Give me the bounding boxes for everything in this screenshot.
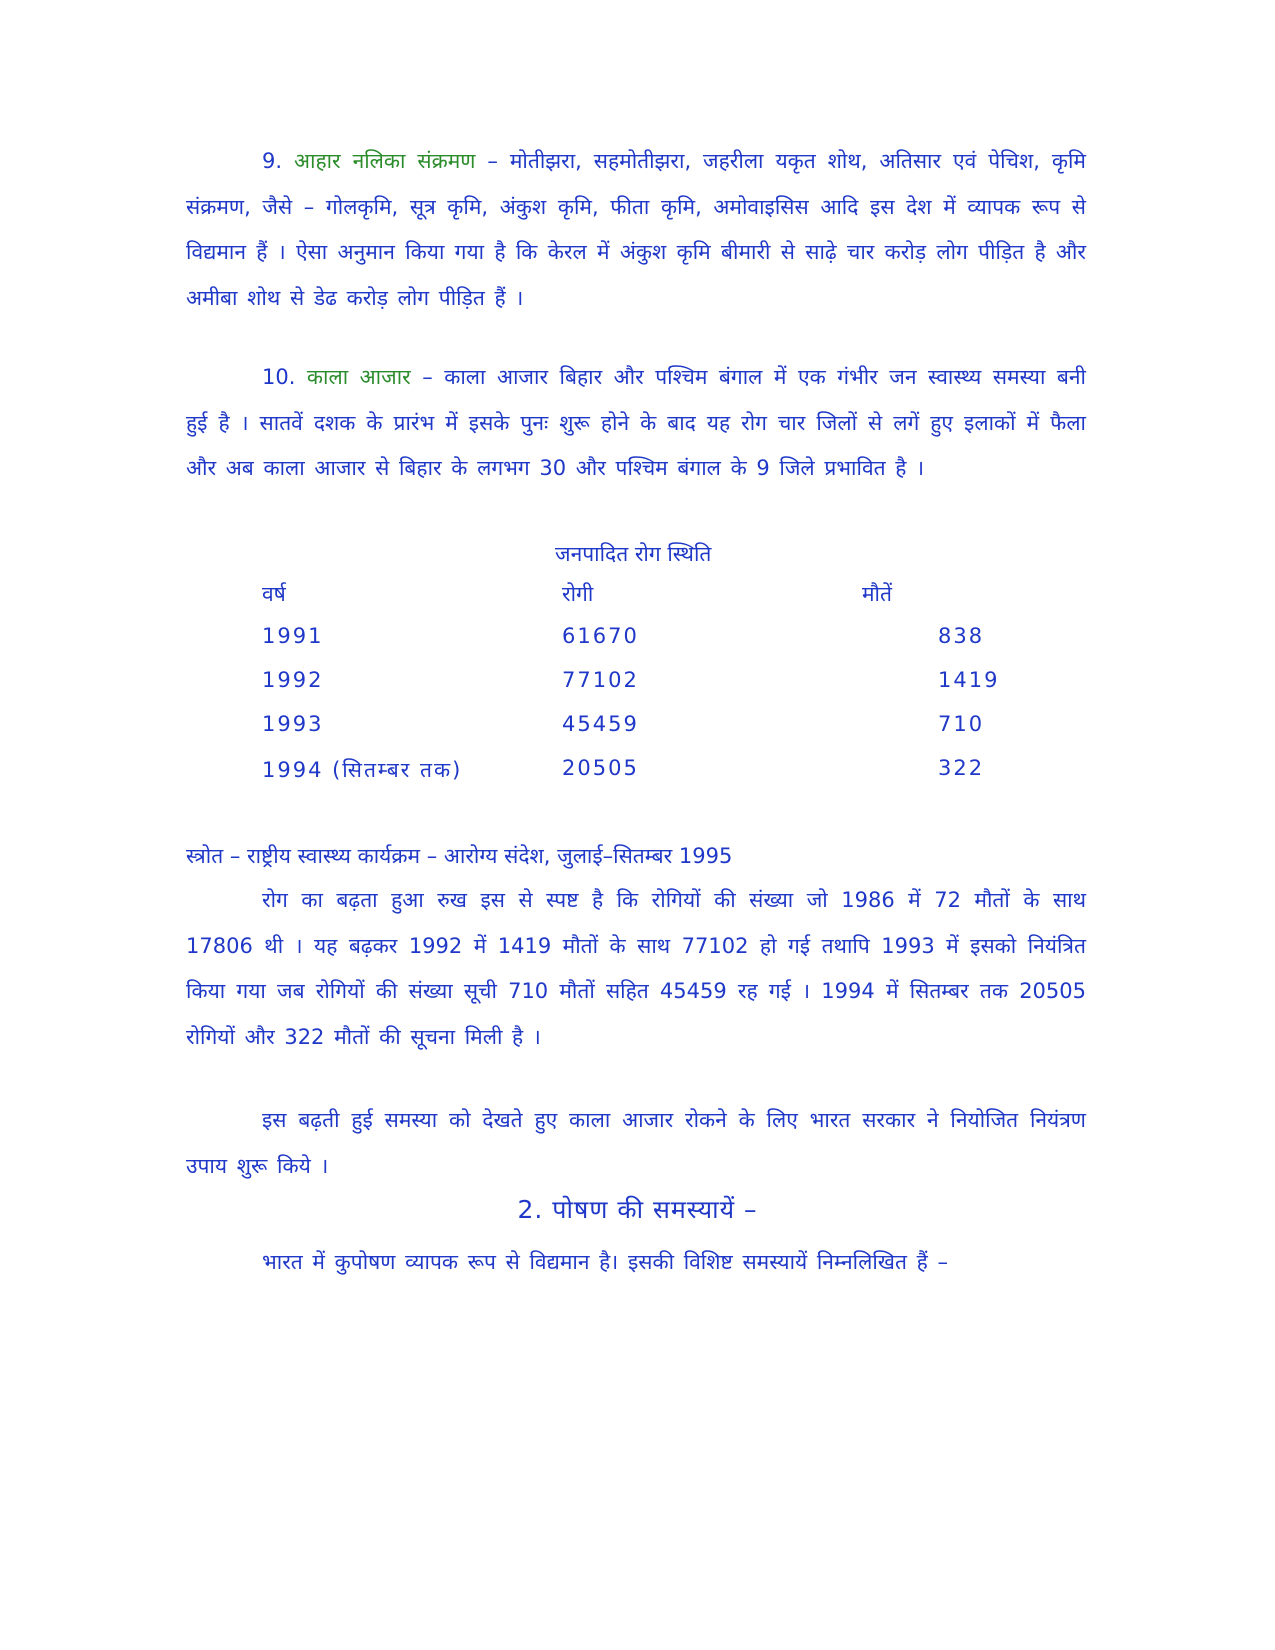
item-10-number: 10.: [262, 365, 296, 389]
cell-year: 1993: [262, 712, 324, 736]
cell-patients: 20505: [562, 756, 639, 780]
cell-deaths: 838: [938, 624, 985, 648]
section-2-title: 2. पोषण की समस्यायें –: [517, 1195, 758, 1224]
paragraph-item-10: [186, 355, 1086, 492]
cell-year: 1994 (सितम्बर तक): [262, 758, 463, 782]
header-year: वर्ष: [262, 582, 286, 606]
table-row: [186, 712, 1086, 742]
table-title: जनपादित रोग स्थिति: [555, 542, 712, 566]
cell-year: 1991: [262, 624, 324, 648]
item-10-body: – काला आजार बिहार और पश्चिम बंगाल में एक गंभीर जन स्वास्थ्य समस्या बनी हुई है । सातवें दशक के प्रारंभ में इसके पुनः शुरू होने के बाद यह रोग चार जिलों से लगें हुए इलाकों में फैला और अब काला आजार से बिहार के लगभग 30 और पश्चिम बंगाल के 9 जिले प्रभावित है ।: [186, 365, 1086, 481]
paragraph-item-9: [186, 139, 1086, 321]
table-row: [186, 668, 1086, 698]
table-header-row: [186, 580, 1086, 610]
cell-deaths: 322: [938, 756, 985, 780]
table-row: [186, 756, 1086, 786]
source-citation: स्त्रोत – राष्ट्रीय स्वास्थ्य कार्यक्रम – आरोग्य संदेश, जुलाई–सितम्बर 1995: [186, 844, 733, 868]
header-deaths: मौतें: [862, 582, 892, 606]
table-row: [186, 624, 1086, 654]
item-9-number: 9.: [262, 149, 283, 173]
cell-deaths: 1419: [938, 668, 1000, 692]
cell-patients: 77102: [562, 668, 639, 692]
cell-patients: 45459: [562, 712, 639, 736]
paragraph-nutrition: भारत में कुपोषण व्यापक रूप से विद्यमान है। इसकी विशिष्ट समस्यायें निम्नलिखित हैं –: [262, 1250, 948, 1274]
item-10-heading: काला आजार: [306, 365, 411, 389]
cell-year: 1992: [262, 668, 324, 692]
item-9-body: – मोतीझरा, सहमोतीझरा, जहरीला यकृत शोथ, अतिसार एवं पेचिश, कृमि संक्रमण, जैसे – गोलकृमि, सूत्र कृमि, अंकुश कृमि, फीता कृमि, अमोवाइसिस आदि इस देश में व्यापक रूप से विद्यमान हैं । ऐसा अनुमान किया गया है कि केरल में अंकुश कृमि बीमारी से साढ़े चार करोड़ लोग पीड़ित है और अमीबा शोथ से डेढ करोड़ लोग पीड़ित हैं ।: [186, 149, 1086, 310]
cell-deaths: 710: [938, 712, 985, 736]
paragraph-trend: रोग का बढ़ता हुआ रुख इस से स्पष्ट है कि रोगियों की संख्या जो 1986 में 72 मौतों के साथ 17806 थी । यह बढ़कर 1992 में 1419 मौतों के साथ 77102 हो गई तथापि 1993 में इसको नियंत्रित किया गया जब रोगियों की संख्या सूची 710 मौतों सहित 45459 रह गई । 1994 में सितम्बर तक 20505 रोगियों और 322 मौतों की सूचना मिली है ।: [186, 888, 1086, 1049]
cell-patients: 61670: [562, 624, 639, 648]
item-9-heading: आहार नलिका संक्रमण: [294, 149, 476, 173]
header-patients: रोगी: [562, 582, 594, 606]
paragraph-govt-measures: इस बढ़ती हुई समस्या को देखते हुए काला आजार रोकने के लिए भारत सरकार ने नियोजित नियंत्रण उपाय शुरू किये ।: [186, 1108, 1086, 1178]
